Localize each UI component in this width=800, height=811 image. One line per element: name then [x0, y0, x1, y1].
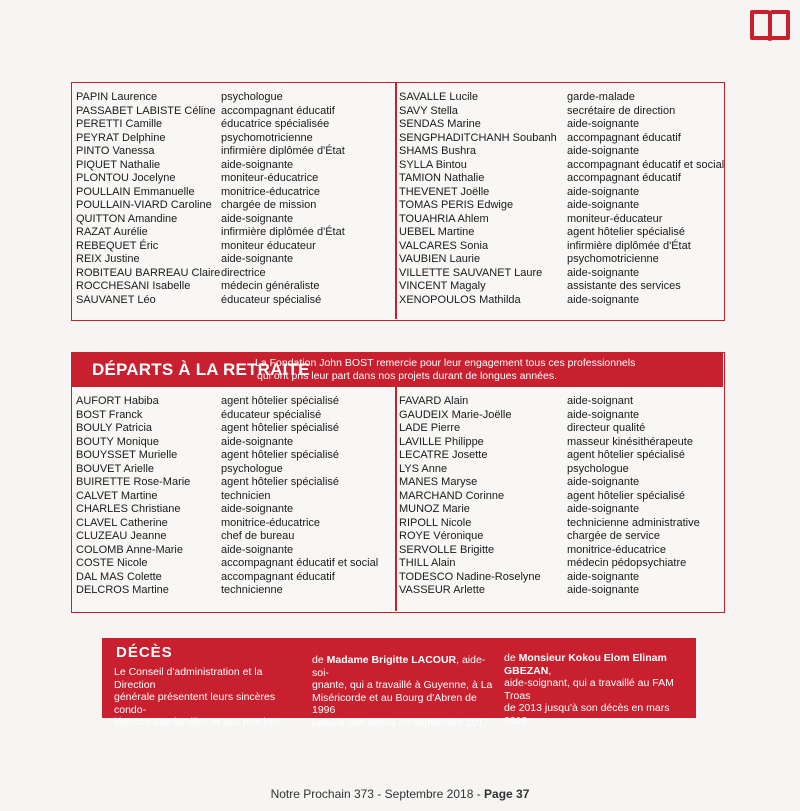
- person-role: médecin pédopsychiatre: [567, 557, 687, 569]
- list-item: [76, 186, 391, 200]
- retirements-intro: [255, 357, 655, 382]
- person-name: MUNOZ Marie: [399, 503, 470, 515]
- list-item: [76, 463, 391, 477]
- deces-line: Le Conseil d'administration et la Direction: [114, 666, 263, 691]
- person-name: LYS Anne: [399, 462, 448, 475]
- person-name: TAMION Nathalie: [399, 172, 485, 184]
- list-item: [76, 253, 391, 267]
- list-item: [399, 544, 717, 558]
- person-role: aide-soignante: [567, 503, 640, 515]
- person-name: PASSABET LABISTE Céline: [76, 104, 216, 117]
- list-item: [76, 422, 391, 436]
- arrivals-box: [71, 82, 725, 321]
- person-role: infirmière diplômée d'État: [567, 239, 691, 252]
- person-role: monitrice-éducatrice: [221, 185, 321, 198]
- person-name: DAL MAS Colette: [76, 570, 162, 583]
- deces-line: Miséricorde et au Bourg d'Abren de 1996: [312, 691, 477, 716]
- list-item: [76, 409, 391, 423]
- person-name: MANES Maryse: [399, 476, 478, 488]
- person-name: BOUVET Arielle: [76, 462, 155, 475]
- person-name: FAVARD Alain: [399, 395, 469, 407]
- person-role: garde-malade: [567, 91, 635, 103]
- person-role: aide-soignante: [221, 253, 294, 265]
- list-item: [399, 280, 717, 294]
- book-open-icon: [748, 6, 792, 44]
- person-role: moniteur éducateur: [221, 239, 316, 252]
- person-name: PLONTOU Jocelyne: [76, 172, 176, 184]
- person-role: éducateur spécialisé: [221, 293, 322, 306]
- deces-text-2: [312, 654, 502, 729]
- person-role: infirmière diplômée d'État: [221, 226, 345, 238]
- person-role: aide-soignante: [221, 435, 294, 448]
- list-item: [399, 571, 717, 585]
- deces-line: léances aux familles et aux proches: [114, 716, 281, 728]
- person-role: accompagnant éducatif et social: [221, 557, 379, 569]
- person-role: aide-soignante: [567, 408, 640, 421]
- list-item: [399, 145, 717, 159]
- list-item: [76, 226, 391, 240]
- list-item: [76, 449, 391, 463]
- person-name: VILLETTE SAUVANET Laure: [399, 266, 543, 279]
- person-role: agent hôtelier spécialisé: [567, 226, 686, 238]
- list-item: [399, 503, 717, 517]
- list-item: [76, 105, 391, 119]
- deces-panel: [102, 638, 696, 729]
- person-role: aide-soignante: [567, 199, 640, 211]
- person-name: REIX Justine: [76, 253, 140, 265]
- deces-suffix: ,: [548, 664, 552, 677]
- person-role: aide-soignante: [567, 118, 640, 130]
- list-item: [76, 267, 391, 281]
- list-item: [76, 490, 391, 504]
- list-item: [76, 172, 391, 186]
- person-role: psychologue: [221, 462, 283, 475]
- retirements-box: [71, 352, 725, 613]
- footer-text: Notre Prochain 373 - Septembre 2018 -: [270, 787, 485, 801]
- person-name: RIPOLL Nicole: [399, 516, 472, 529]
- person-name: THEVENET Joëlle: [399, 185, 490, 198]
- retirements-intro-line: qui ont pris leur part dans nos projets durant de longues années.: [257, 369, 558, 382]
- person-name: LECATRE Josette: [399, 449, 488, 461]
- person-name: SAUVANET Léo: [76, 293, 156, 306]
- list-item: [399, 463, 717, 477]
- person-name: GAUDEIX Marie-Joëlle: [399, 408, 512, 421]
- list-item: [399, 105, 717, 119]
- person-role: aide-soignante: [221, 158, 294, 171]
- list-item: [76, 91, 391, 105]
- list-item: [76, 118, 391, 132]
- list-item: [76, 280, 391, 294]
- person-name: POULLAIN-VIARD Caroline: [76, 199, 212, 211]
- person-role: aide-soignante: [567, 266, 640, 279]
- person-name: BOUTY Monique: [76, 435, 159, 448]
- column-divider: [395, 83, 397, 319]
- list-item: [76, 395, 391, 409]
- person-name: COLOMB Anne-Marie: [76, 543, 183, 556]
- list-item: [399, 118, 717, 132]
- list-item: [399, 213, 717, 227]
- list-item: [399, 449, 717, 463]
- deces-title: DÉCÈS: [116, 644, 173, 661]
- list-item: [76, 294, 391, 308]
- person-role: accompagnant éducatif et social: [567, 158, 725, 171]
- person-role: assistante des services: [567, 280, 681, 292]
- person-role: psychologue: [221, 91, 283, 103]
- person-role: monitrice-éducatrice: [221, 516, 321, 529]
- person-name: TODESCO Nadine-Roselyne: [399, 570, 541, 583]
- deces-line: aide-soignant, qui a travaillé au FAM Troas: [504, 677, 674, 702]
- person-name: SHAMS Bushra: [399, 145, 477, 157]
- list-item: [399, 267, 717, 281]
- list-item: [76, 517, 391, 531]
- list-item: [76, 213, 391, 227]
- person-role: chargée de service: [567, 530, 660, 542]
- person-role: aide-soignant: [567, 395, 634, 407]
- person-role: moniteur-éducatrice: [221, 172, 319, 184]
- person-role: agent hôtelier spécialisé: [221, 422, 340, 434]
- list-item: [76, 436, 391, 450]
- person-name: REBEQUET Éric: [76, 239, 159, 252]
- retirements-left-column: [76, 395, 391, 598]
- person-name: VASSEUR Arlette: [399, 584, 485, 596]
- person-role: médecin généraliste: [221, 280, 320, 292]
- person-role: aide-soignante: [221, 543, 294, 556]
- person-name: CLAVEL Catherine: [76, 516, 168, 529]
- person-role: aide-soignante: [567, 293, 640, 306]
- person-name: CALVET Martine: [76, 489, 158, 502]
- person-role: aide-soignante: [221, 212, 294, 225]
- person-role: moniteur-éducateur: [567, 212, 663, 225]
- person-role: infirmière diplômée d'État: [221, 145, 345, 157]
- person-role: aide-soignante: [221, 503, 294, 515]
- list-item: [76, 159, 391, 173]
- list-item: [399, 91, 717, 105]
- person-role: directeur qualité: [567, 422, 646, 434]
- column-divider: [395, 387, 397, 611]
- deces-line: de 2013 jusqu'à son décès en mars 2018.: [504, 702, 670, 727]
- person-name: LAVILLE Philippe: [399, 435, 484, 448]
- person-role: psychomotricienne: [221, 131, 313, 144]
- person-name: ROCCHESANI Isabelle: [76, 280, 191, 292]
- person-role: aide-soignante: [567, 476, 640, 488]
- person-role: accompagnant éducatif: [221, 104, 335, 117]
- person-name: AUFORT Habiba: [76, 395, 159, 407]
- person-name: BOST Franck: [76, 408, 143, 421]
- person-name: THILL Alain: [399, 557, 456, 569]
- person-role: accompagnant éducatif: [567, 131, 681, 144]
- person-name: TOUAHRIA Ahlem: [399, 212, 489, 225]
- list-item: [399, 476, 717, 490]
- list-item: [76, 544, 391, 558]
- list-item: [399, 584, 717, 598]
- person-role: secrétaire de direction: [567, 104, 676, 117]
- person-role: technicienne: [221, 584, 283, 596]
- person-role: monitrice-éducatrice: [567, 543, 667, 556]
- person-name: SENDAS Marine: [399, 118, 481, 130]
- list-item: [76, 199, 391, 213]
- person-role: éducateur spécialisé: [221, 408, 322, 421]
- person-name: LADE Pierre: [399, 422, 461, 434]
- deces-prefix: de: [312, 654, 324, 666]
- retirements-intro-line: La Fondation John BOST remercie pour leur engagement tous ces professionnels: [255, 357, 636, 369]
- person-name: BOUYSSET Murielle: [76, 449, 178, 461]
- person-name: ROYE Véronique: [399, 530, 484, 542]
- person-role: agent hôtelier spécialisé: [567, 489, 686, 502]
- deces-suffix: , aide-soi-: [312, 654, 486, 679]
- person-name: CLUZEAU Jeanne: [76, 530, 167, 542]
- person-role: agent hôtelier spécialisé: [221, 449, 340, 461]
- person-name: SAVY Stella: [399, 104, 458, 117]
- retirements-right-column: [399, 395, 717, 598]
- person-name: PAPIN Laurence: [76, 91, 158, 103]
- person-name: PEYRAT Delphine: [76, 131, 166, 144]
- list-item: [399, 530, 717, 544]
- list-item: [399, 557, 717, 571]
- person-name: VINCENT Magaly: [399, 280, 486, 292]
- deces-text-3: [504, 652, 694, 727]
- person-name: SENGPHADITCHANH Soubanh: [399, 131, 557, 144]
- person-name: SAVALLE Lucile: [399, 91, 479, 103]
- list-item: [399, 240, 717, 254]
- person-role: aide-soignante: [567, 570, 640, 583]
- person-name: COSTE Nicole: [76, 557, 148, 569]
- list-item: [399, 172, 717, 186]
- list-item: [399, 436, 717, 450]
- list-item: [399, 253, 717, 267]
- deces-line: jusqu'à son décès en septembre 2017,: [312, 716, 493, 729]
- person-name: XENOPOULOS Mathilda: [399, 293, 521, 306]
- person-role: psychomotricienne: [567, 253, 659, 265]
- deceased-name: Monsieur Kokou Elom Elinam GBEZAN: [504, 652, 667, 677]
- person-name: UEBEL Martine: [399, 226, 475, 238]
- person-name: RAZAT Aurélie: [76, 226, 148, 238]
- list-item: [399, 158, 725, 173]
- person-name: BOULY Patricia: [76, 422, 153, 434]
- person-name: SERVOLLE Brigitte: [399, 543, 495, 556]
- arrivals-left-column: [76, 91, 391, 307]
- list-item: [399, 422, 717, 436]
- person-name: PINTO Vanessa: [76, 145, 155, 157]
- person-name: QUITTON Amandine: [76, 212, 178, 225]
- list-item: [399, 409, 717, 423]
- person-role: psychologue: [567, 462, 629, 475]
- person-role: technicien: [221, 489, 271, 502]
- person-role: aide-soignante: [567, 145, 640, 157]
- person-name: MARCHAND Corinne: [399, 489, 505, 502]
- deces-line: gnante, qui a travaillé à Guyenne, à La: [312, 679, 493, 691]
- person-name: TOMAS PERIS Edwige: [399, 199, 514, 211]
- list-item: [399, 226, 717, 240]
- person-name: POULLAIN Emmanuelle: [76, 185, 195, 198]
- deces-prefix: de: [504, 652, 516, 664]
- list-item: [76, 557, 391, 571]
- person-name: BUIRETTE Rose-Marie: [76, 476, 191, 488]
- list-item: [399, 517, 717, 531]
- list-item: [76, 145, 391, 159]
- list-item: [399, 294, 717, 308]
- list-item: [76, 503, 391, 517]
- person-role: aide-soignante: [567, 185, 640, 198]
- person-name: PERETTI Camille: [76, 118, 163, 130]
- list-item: [399, 132, 717, 146]
- person-role: agent hôtelier spécialisé: [221, 476, 340, 488]
- arrivals-right-column: [399, 91, 725, 307]
- page-number: Page 37: [484, 787, 530, 801]
- person-role: aide-soignante: [567, 584, 640, 596]
- person-name: PIQUET Nathalie: [76, 158, 161, 171]
- page-footer: [0, 787, 800, 801]
- person-name: CHARLES Christiane: [76, 503, 181, 515]
- person-role: agent hôtelier spécialisé: [221, 395, 340, 407]
- person-role: éducatrice spécialisée: [221, 118, 330, 130]
- person-role: accompagnant éducatif: [221, 570, 335, 583]
- person-role: chef de bureau: [221, 530, 295, 542]
- person-role: agent hôtelier spécialisé: [567, 449, 686, 461]
- person-role: accompagnant éducatif: [567, 172, 681, 184]
- person-role: technicienne administrative: [567, 516, 700, 529]
- person-name: SYLLA Bintou: [399, 158, 467, 171]
- retirements-banner: [72, 353, 723, 387]
- list-item: [76, 132, 391, 146]
- list-item: [76, 476, 391, 490]
- person-name: VALCARES Sonia: [399, 239, 489, 252]
- list-item: [76, 240, 391, 254]
- list-item: [76, 571, 391, 585]
- deces-text-1: [114, 666, 304, 729]
- list-item: [76, 584, 391, 598]
- list-item: [76, 530, 391, 544]
- retirements-title: DÉPARTS À LA RETRAITE: [92, 360, 310, 379]
- list-item: [399, 186, 717, 200]
- list-item: [399, 395, 717, 409]
- list-item: [399, 490, 717, 504]
- person-name: DELCROS Martine: [76, 584, 169, 596]
- list-item: [399, 199, 717, 213]
- deces-line: générale présentent leurs sincères condo-: [114, 691, 276, 716]
- person-name: VAUBIEN Laurie: [399, 253, 481, 265]
- person-role: masseur kinésithérapeute: [567, 435, 693, 448]
- person-role: chargée de mission: [221, 199, 317, 211]
- person-name: ROBITEAU BARREAU Claire: [76, 266, 221, 279]
- person-role: directrice: [221, 266, 266, 279]
- deceased-name: Madame Brigitte LACOUR: [326, 654, 457, 666]
